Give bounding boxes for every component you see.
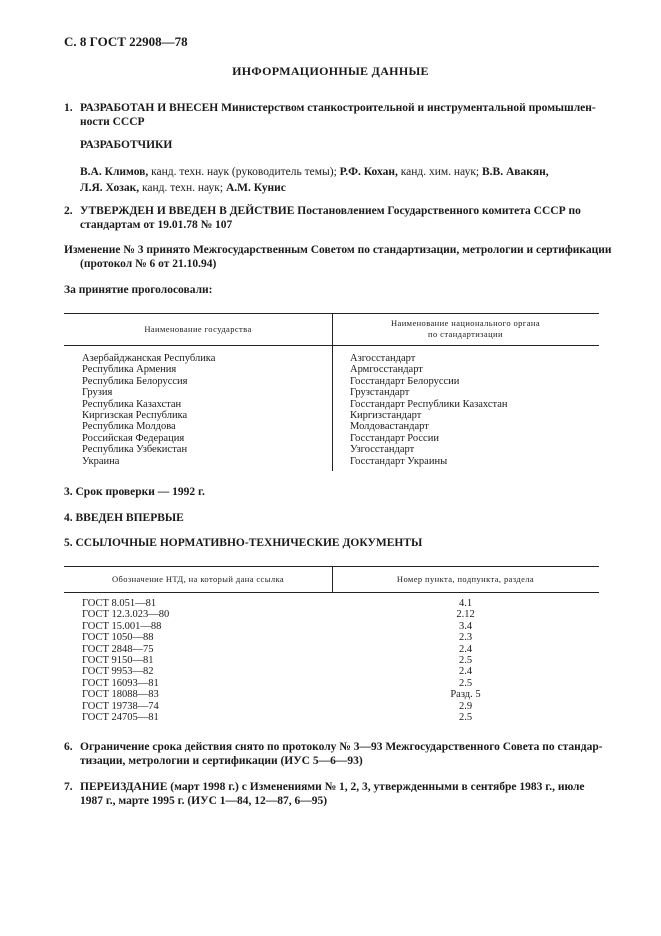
standards-body-cell: Армгосстандарт: [350, 364, 423, 376]
state-name-cell: Республика Белоруссия: [82, 375, 188, 387]
reference-cell: 2.5: [458, 712, 473, 723]
change-note: [64, 243, 612, 271]
state-name-cell: Российская Федерация: [82, 432, 185, 444]
author-2-degree: канд. хим. наук;: [397, 166, 482, 178]
standards-body-cell: Грузстандарт: [350, 387, 410, 399]
document-cell: ГОСТ 16093—81: [82, 677, 159, 689]
reference-cell: 2.4: [458, 666, 473, 678]
section-7-line-1: (март 1998 г.) с Изменениями № 1, 2, 3, утвержденными в сентябре 1983 г., июле: [170, 781, 585, 793]
column-header-body-line-2: по стандартизации: [428, 329, 503, 339]
section-6-text: [80, 740, 604, 768]
column-header-body: [332, 318, 599, 340]
section-1-line-1: Министерством станкостроительной и инструментальной промышлен-: [221, 102, 596, 114]
reference-cell: 3.4: [458, 620, 473, 632]
reference-cell: 2.4: [458, 643, 473, 655]
document-cell: ГОСТ 9150—81: [82, 655, 154, 666]
document-cell: ГОСТ 9953—82: [82, 666, 154, 678]
state-name-cell: Азербайджанская Республика: [82, 353, 216, 364]
section-1-line-2: ности СССР: [80, 116, 145, 128]
page-title: ИНФОРМАЦИОННЫЕ ДАННЫЕ: [232, 64, 429, 78]
author-3: В.В. Авакян,: [482, 166, 549, 178]
developers-heading: РАЗРАБОТЧИКИ: [80, 139, 173, 151]
document-cell: ГОСТ 2848—75: [82, 643, 154, 655]
page-header: С. 8 ГОСТ 22908—78: [64, 34, 188, 49]
standards-body-cell: Госстандарт Республики Казахстан: [350, 398, 508, 410]
section-2-line-1: Постановлением Государственного комитета СССР по: [297, 205, 581, 217]
section-3: 3. Срок проверки — 1992 г.: [64, 486, 205, 498]
document-cell: ГОСТ 19738—74: [82, 700, 159, 712]
state-name-cell: Грузия: [82, 387, 113, 399]
voting-table: [64, 313, 599, 473]
section-2-line-2: стандартам от 19.01.78 № 107: [80, 219, 233, 231]
state-name-cell: Киргизская Республика: [82, 410, 188, 421]
section-6-number: 6.: [64, 741, 73, 753]
state-name-cell: Республика Молдова: [82, 421, 176, 433]
column-header-state: Наименование государства: [144, 324, 252, 334]
section-4: 4. ВВЕДЕН ВПЕРВЫЕ: [64, 512, 184, 524]
reference-cell: 2.3: [458, 632, 473, 644]
author-2: Р.Ф. Кохан,: [339, 166, 398, 178]
column-header-document: Обозначение НТД, на который дана ссылка: [111, 574, 285, 584]
developers-list: [80, 164, 604, 196]
author-4: Л.Я. Хозак,: [80, 182, 140, 194]
section-2-number: 2.: [64, 205, 73, 217]
section-7-number: 7.: [64, 781, 73, 793]
reference-cell: 2.9: [458, 700, 473, 712]
change-note-line-2: (протокол № 6 от 21.10.94): [80, 258, 217, 270]
column-header-reference: Номер пункта, подпункта, раздела: [396, 574, 535, 584]
state-name-cell: Республика Казахстан: [82, 398, 182, 410]
reference-cell: 2.12: [456, 609, 475, 621]
section-1-heading: РАЗРАБОТАН И ВНЕСЕН: [80, 102, 219, 114]
section-2-heading: УТВЕРЖДЕН И ВВЕДЕН В ДЕЙСТВИЕ: [80, 205, 295, 217]
standards-body-cell: Узгосстандарт: [350, 444, 415, 456]
section-5: 5. ССЫЛОЧНЫЕ НОРМАТИВНО-ТЕХНИЧЕСКИЕ ДОКУМЕНТЫ: [64, 537, 423, 549]
standards-body-cell: Киргизстандарт: [350, 410, 422, 421]
document-cell: ГОСТ 15.001—88: [82, 620, 162, 632]
section-7-heading: ПЕРЕИЗДАНИЕ: [80, 781, 168, 793]
author-4-degree: канд. техн. наук;: [139, 182, 226, 194]
reference-cell: 4.1: [458, 598, 473, 609]
author-1: В.А. Климов,: [80, 166, 149, 178]
section-7-line-2: 1987 г., марте 1995 г. (ИУС 1—84, 12—87, 6—95): [80, 795, 328, 807]
section-1-text: [80, 101, 604, 129]
references-table: [64, 566, 599, 726]
document-cell: ГОСТ 24705—81: [82, 712, 159, 723]
standards-body-cell: Госстандарт Белоруссии: [350, 375, 460, 387]
state-name-cell: Республика Армения: [82, 364, 177, 376]
standards-body-cell: Госстандарт России: [350, 432, 439, 444]
standards-body-cell: Госстандарт Украины: [350, 455, 448, 467]
reference-cell: Разд. 5: [450, 689, 481, 701]
document-cell: ГОСТ 18088—83: [82, 689, 159, 701]
section-2-text: [80, 204, 604, 232]
standards-body-cell: Азгосстандарт: [350, 353, 416, 364]
section-1-number: 1.: [64, 102, 73, 114]
section-6-line-1: Ограничение срока действия снято по протоколу № 3—93 Межгосударственного Совета по стандар-: [80, 741, 603, 753]
document-cell: ГОСТ 8.051—81: [82, 598, 157, 609]
state-name-cell: Украина: [82, 455, 120, 467]
section-7-text: [80, 780, 604, 808]
reference-cell: 2.5: [458, 677, 473, 689]
standards-body-cell: Молдовастандарт: [350, 421, 429, 433]
voted-heading: За принятие проголосовали:: [64, 284, 213, 296]
document-cell: ГОСТ 12.3.023—80: [82, 609, 170, 621]
column-header-body-line-1: Наименование национального органа: [391, 318, 540, 328]
document-cell: ГОСТ 1050—88: [82, 632, 154, 644]
author-5: А.М. Кунис: [225, 182, 286, 194]
reference-cell: 2.5: [458, 655, 473, 666]
change-note-line-1: Изменение № 3 принято Межгосударственным Советом по стандартизации, метрологии и сертификации: [64, 244, 612, 256]
state-name-cell: Республика Узбекистан: [82, 444, 188, 456]
author-1-degree: канд. техн. наук (руководитель темы);: [148, 166, 340, 178]
section-6-line-2: тизации, метрологии и сертификации (ИУС 5—6—93): [80, 755, 363, 767]
